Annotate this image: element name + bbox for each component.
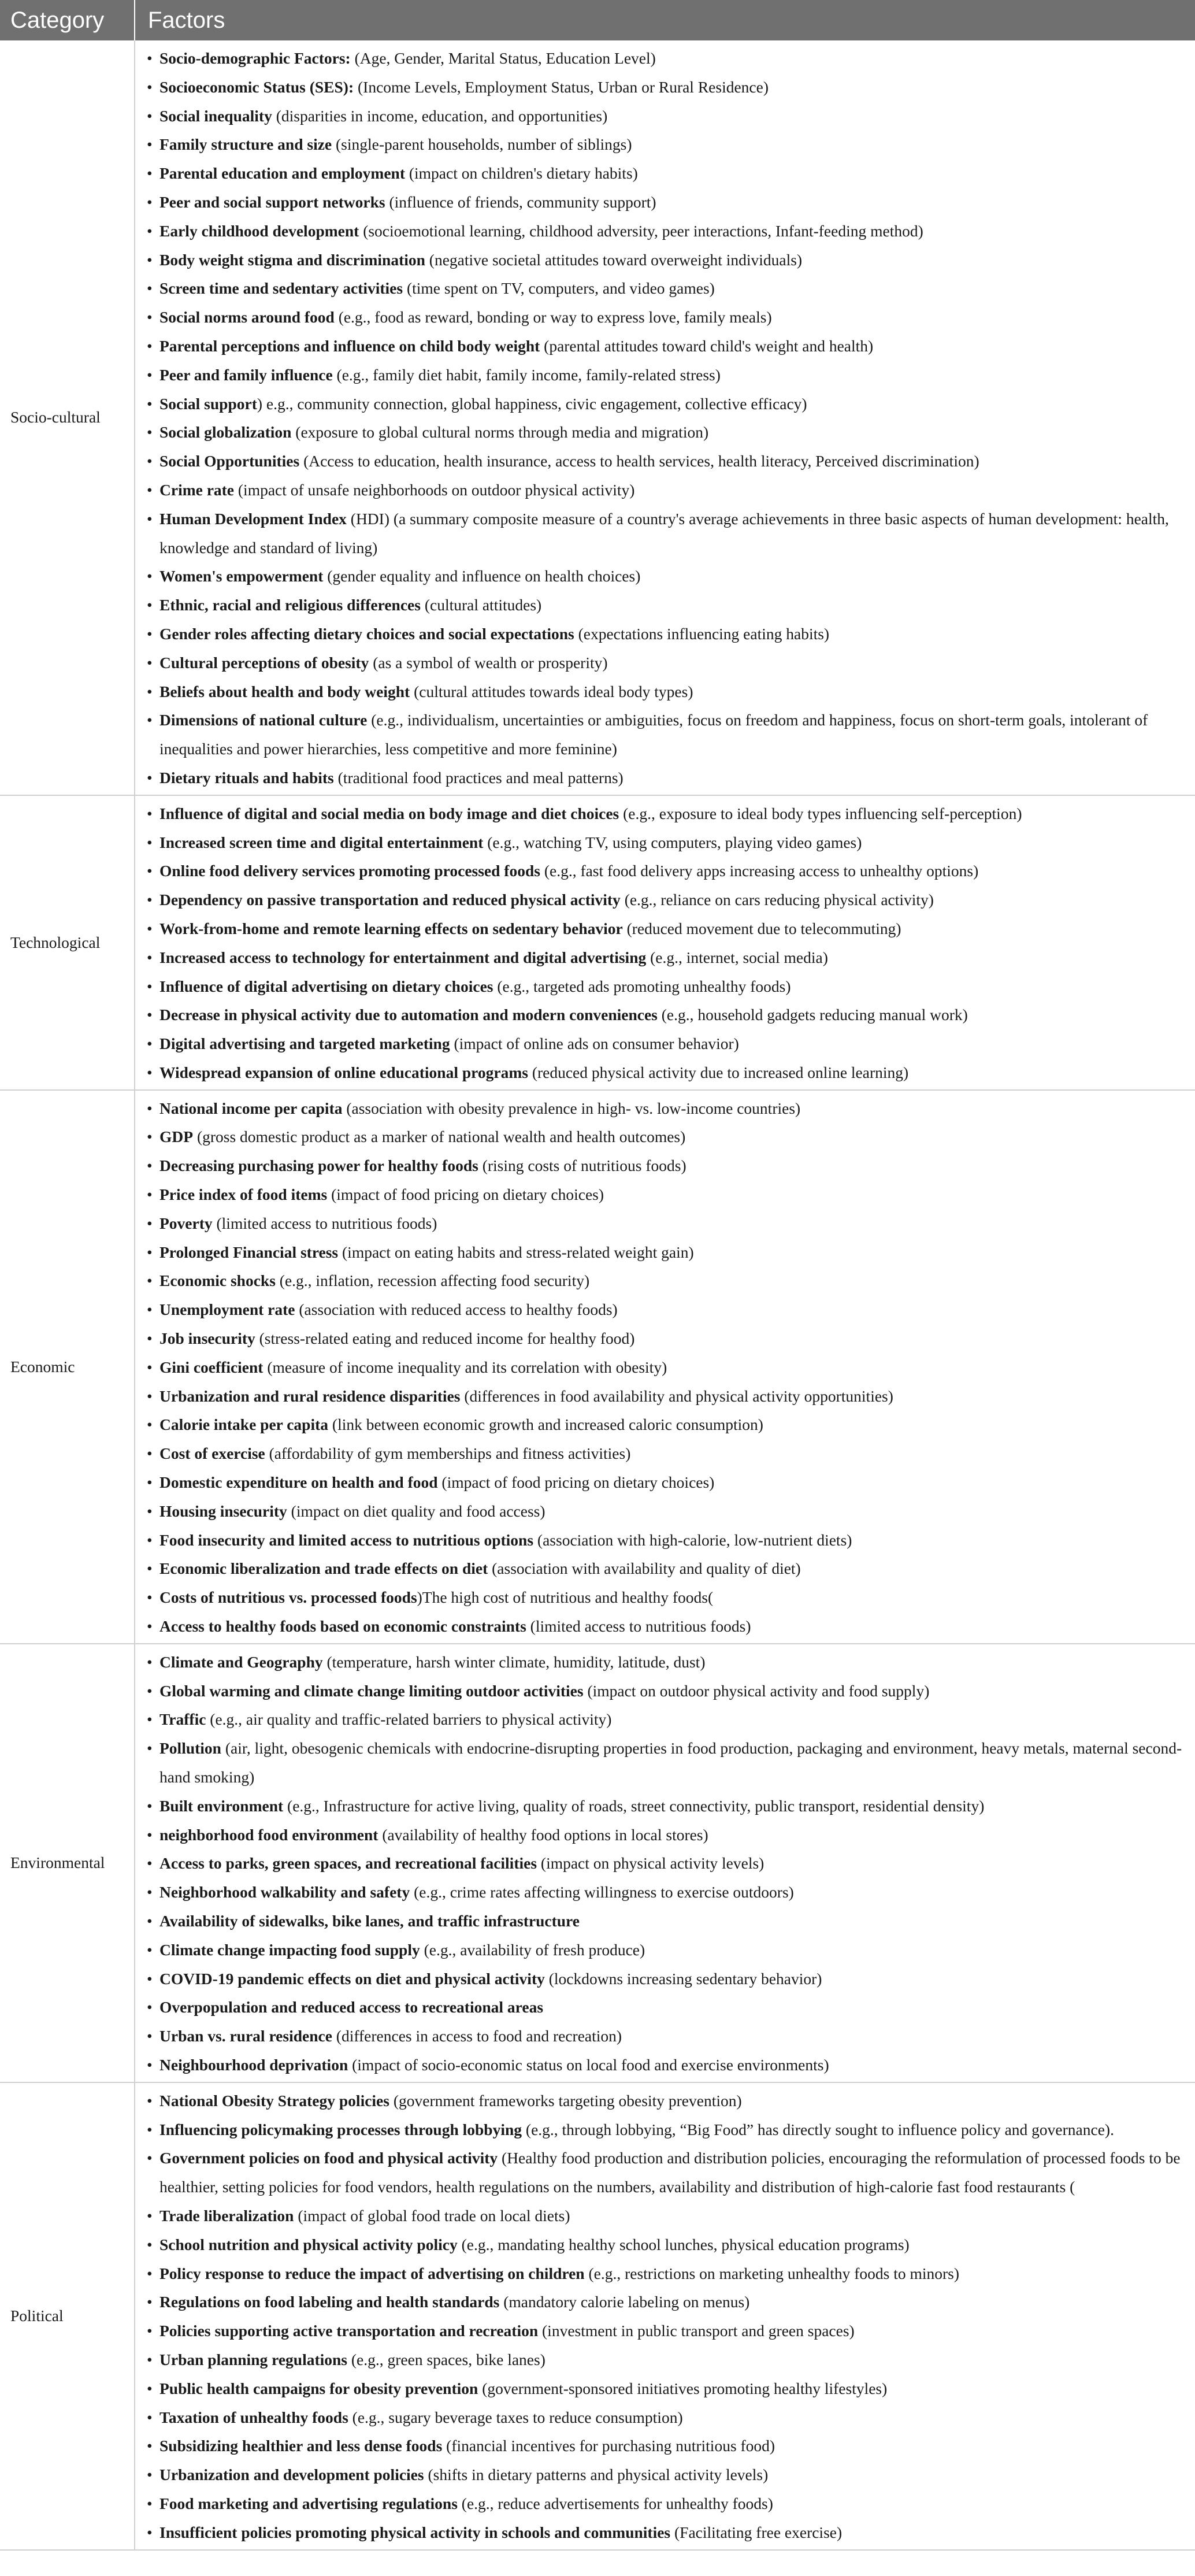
list-item [144,2403,1183,2432]
factor-title: Domestic expenditure on health and food [159,1473,438,1492]
list-item [144,620,1183,648]
factor-title: Increased screen time and digital entertainment [159,833,484,851]
factor-description: (availability of healthy food options in local stores) [378,1825,708,1844]
list-item [144,1965,1183,1993]
factor-description: (impact of socio-economic status on local food and exercise environments) [348,2055,829,2074]
list-item [144,1122,1183,1151]
factor-description: (e.g., watching TV, using computers, playing video games) [483,833,862,851]
factor-title: Poverty [159,1214,213,1232]
factor-title: Women's empowerment [159,567,324,585]
factor-title: National Obesity Strategy policies [159,2091,389,2110]
list-item [144,1936,1183,1965]
factor-list [144,44,1183,792]
list-item [144,1000,1183,1029]
category-name: Economic [0,1090,135,1644]
factor-description: (e.g., fast food delivery apps increasing access to unhealthy options) [540,862,979,880]
list-item [144,2460,1183,2489]
factor-description: (measure of income inequality and its correlation with obesity) [263,1358,667,1376]
factor-description: (e.g., reduce advertisements for unhealthy foods) [457,2494,773,2512]
factors-cell [135,795,1195,1090]
factor-title: Regulations on food labeling and health standards [159,2293,500,2311]
factor-description: (stress-related eating and reduced income for healthy food) [255,1329,635,1348]
list-item [144,1526,1183,1555]
factor-description: (e.g., inflation, recession affecting food security) [275,1272,590,1290]
factor-description: (Healthy food production and distribution policies, encouraging the reformulation of processed foods to be healthier, setting policies for food vendors, health regulations on the numbers, availability and distribution of high-calorie fast food restaurants ( [159,2149,1181,2196]
factor-title: Dietary rituals and habits [159,768,334,787]
factor-title: Cost of exercise [159,1444,265,1463]
factor-description: (impact of global food trade on local diets) [294,2206,570,2225]
factor-list [144,799,1183,1087]
factor-title: Policy response to reduce the impact of advertising on children [159,2264,585,2282]
list-item [144,390,1183,418]
factor-title: Peer and family influence [159,365,333,384]
list-item [144,799,1183,828]
list-item [144,828,1183,857]
list-item [144,2518,1183,2547]
factor-title: COVID-19 pandemic effects on diet and physical activity [159,1969,545,1988]
factor-description: (reduced movement due to telecommuting) [622,919,901,937]
factor-title: Access to healthy foods based on economic constraints [159,1617,526,1636]
list-item [144,2230,1183,2259]
list-item [144,1324,1183,1353]
list-item [144,418,1183,447]
category-row [0,1090,1195,1644]
factor-title: Urban planning regulations [159,2350,348,2369]
factor-title: Socio-demographic Factors: [159,49,351,67]
list-item [144,2288,1183,2316]
factor-title: Traffic [159,1710,206,1729]
factor-description: (cultural attitudes) [420,596,542,614]
factor-title: Unemployment rate [159,1300,295,1319]
list-item [144,2489,1183,2518]
factor-title: Cultural perceptions of obesity [159,653,369,672]
factor-title: Influencing policymaking processes through lobbying [159,2120,522,2138]
factor-description: (e.g., food as reward, bonding or way to express love, family meals) [334,308,772,327]
list-item [144,274,1183,303]
list-item [144,763,1183,792]
factor-list [144,2086,1183,2547]
factor-title: Urban vs. rural residence [159,2027,332,2045]
list-item [144,1468,1183,1497]
list-item [144,1648,1183,1677]
factor-list [144,1648,1183,2080]
factor-title: Public health campaigns for obesity prevention [159,2379,478,2397]
factor-description: (financial incentives for purchasing nutritious food) [442,2437,775,2455]
factor-description: (expectations influencing eating habits) [574,624,830,643]
factor-description: ) e.g., community connection, global happiness, civic engagement, collective efficacy) [257,394,807,413]
header-row [0,0,1195,40]
factor-title: Neighborhood walkability and safety [159,1883,410,1902]
factor-title: Body weight stigma and discrimination [159,250,425,269]
list-item [144,1353,1183,1382]
category-row [0,1644,1195,2082]
factor-title: Dimensions of national culture [159,711,368,729]
list-item [144,1180,1183,1209]
factor-title: Ethnic, racial and religious differences [159,596,421,614]
list-item [144,972,1183,1001]
factor-description: (differences in access to food and recreation) [332,2027,622,2045]
factor-title: School nutrition and physical activity policy [159,2235,458,2253]
factor-title: Neighbourhood deprivation [159,2055,348,2074]
factor-title: Taxation of unhealthy foods [159,2408,348,2426]
list-item [144,2022,1183,2051]
factor-description: (association with availability and quality of diet) [488,1559,801,1578]
category-row [0,40,1195,795]
list-item [144,1151,1183,1180]
list-item [144,361,1183,390]
factor-description: (temperature, harsh winter climate, humidity, latitude, dust) [322,1652,706,1671]
list-item [144,476,1183,505]
list-item [144,2115,1183,2144]
factor-description: (negative societal attitudes toward overweight individuals) [425,250,803,269]
factor-title: Climate and Geography [159,1652,323,1671]
factor-title: Price index of food items [159,1185,328,1204]
factor-title: Dependency on passive transportation and reduced physical activity [159,891,621,909]
list-item [144,505,1183,562]
list-item [144,1266,1183,1295]
factors-cell [135,2082,1195,2550]
factor-description: (e.g., through lobbying, “Big Food” has directly sought to influence policy and governance). [522,2120,1114,2138]
factor-description: (differences in food availability and physical activity opportunities) [460,1387,893,1405]
factor-description: (affordability of gym memberships and fitness activities) [265,1444,631,1463]
factor-title: Socioeconomic Status (SES): [159,77,354,96]
factor-title: Beliefs about health and body weight [159,682,410,700]
list-item [144,1410,1183,1439]
factor-title: Housing insecurity [159,1502,287,1520]
factor-title: Family structure and size [159,135,332,154]
factor-description: (shifts in dietary patterns and physical activity levels) [424,2466,769,2484]
factor-title: Peer and social support networks [159,192,385,211]
factor-description: (government-sponsored initiatives promoting healthy lifestyles) [478,2379,888,2397]
factor-description: (impact of unsafe neighborhoods on outdoor physical activity) [234,480,635,499]
factor-description: (limited access to nutritious foods) [526,1617,751,1636]
list-item [144,1497,1183,1526]
factor-description: (lockdowns increasing sedentary behavior) [544,1969,822,1988]
list-item [144,246,1183,275]
category-name: Technological [0,795,135,1090]
factor-title: Urbanization and rural residence disparities [159,1387,461,1405]
list-item [144,1094,1183,1123]
list-item [144,73,1183,102]
list-item [144,2144,1183,2201]
factor-description: )The high cost of nutritious and healthy foods( [417,1588,714,1607]
list-item [144,1705,1183,1734]
list-item [144,1993,1183,2022]
factor-title: Access to parks, green spaces, and recreational facilities [159,1854,537,1873]
factors-cell [135,1090,1195,1644]
list-item [144,1677,1183,1706]
list-item [144,914,1183,943]
list-item [144,2051,1183,2080]
factor-list [144,1094,1183,1641]
list-item [144,102,1183,131]
table-body [0,40,1195,2550]
factor-description: (e.g., green spaces, bike lanes) [347,2350,545,2369]
factor-description: (investment in public transport and green spaces) [538,2322,855,2340]
list-item [144,1058,1183,1087]
list-item [144,1029,1183,1058]
list-item [144,159,1183,188]
list-item [144,2432,1183,2460]
list-item [144,2201,1183,2230]
list-item [144,591,1183,620]
factor-title: Gender roles affecting dietary choices and social expectations [159,624,574,643]
factor-title: Human Development Index [159,509,347,528]
list-item [144,677,1183,706]
factor-title: Subsidizing healthier and less dense foods [159,2437,443,2455]
factor-description: (exposure to global cultural norms through media and migration) [291,423,709,442]
factor-title: Crime rate [159,480,235,499]
list-item [144,1734,1183,1792]
factor-description: (e.g., restrictions on marketing unhealthy foods to minors) [584,2264,960,2282]
factor-title: Food insecurity and limited access to nutritious options [159,1530,534,1549]
factor-title: Early childhood development [159,221,359,240]
factor-title: Social Opportunities [159,452,300,470]
factor-title: Influence of digital advertising on dietary choices [159,977,493,995]
factor-description: (mandatory calorie labeling on menus) [499,2293,750,2311]
factor-description: (impact on children's dietary habits) [404,164,638,183]
factor-description: (e.g., targeted ads promoting unhealthy foods) [493,977,791,995]
factor-title: Overpopulation and reduced access to recreational areas [159,1998,544,2017]
list-item [144,1612,1183,1641]
list-item [144,943,1183,972]
list-item [144,332,1183,361]
factor-title: Insufficient policies promoting physical activity in schools and communities [159,2523,671,2541]
list-item [144,130,1183,159]
factor-description: (gross domestic product as a marker of national wealth and health outcomes) [193,1128,686,1146]
factor-description: (limited access to nutritious foods) [212,1214,437,1232]
category-name: Political [0,2082,135,2550]
category-name: Environmental [0,1644,135,2082]
factor-description: (traditional food practices and meal patterns) [333,768,624,787]
factor-description: (time spent on TV, computers, and video games) [403,279,715,298]
factors-cell [135,40,1195,795]
factor-title: Influence of digital and social media on body image and diet choices [159,804,619,822]
factor-title: Economic liberalization and trade effects on diet [159,1559,488,1578]
factor-description: (Income Levels, Employment Status, Urban or Rural Residence) [354,77,769,96]
factor-description: (e.g., mandating healthy school lunches, physical education programs) [457,2235,910,2253]
factor-title: Pollution [159,1739,221,1758]
factor-title: Decreasing purchasing power for healthy foods [159,1157,478,1175]
factor-description: (impact on diet quality and food access) [287,1502,545,1520]
list-item [144,2086,1183,2115]
factor-title: Calorie intake per capita [159,1415,329,1434]
factor-title: Food marketing and advertising regulations [159,2494,458,2512]
factor-description: (reduced physical activity due to increased online learning) [528,1063,909,1081]
factor-title: Government policies on food and physical activity [159,2149,498,2167]
factor-description: (air, light, obesogenic chemicals with endocrine-disrupting properties in food production, packaging and environment, heavy metals, maternal second-hand smoking) [159,1739,1182,1786]
list-item [144,2374,1183,2403]
list-item [144,447,1183,476]
factor-description: (Access to education, health insurance, access to health services, health literacy, Perceived discrimination) [299,452,979,470]
factor-description: (e.g., reliance on cars reducing physical activity) [620,891,934,909]
factor-title: Economic shocks [159,1272,276,1290]
factor-title: neighborhood food environment [159,1825,378,1844]
factor-description: (e.g., sugary beverage taxes to reduce consumption) [348,2408,683,2426]
factor-description: (impact on physical activity levels) [537,1854,764,1873]
header-category: Category [0,0,135,40]
factor-title: National income per capita [159,1099,343,1117]
factor-description: (parental attitudes toward child's weight and health) [540,336,874,355]
list-item [144,303,1183,332]
category-name: Socio-cultural [0,40,135,795]
factor-title: Decrease in physical activity due to automation and modern conveniences [159,1006,658,1024]
factor-title: Parental perceptions and influence on child body weight [159,336,540,355]
factor-description: (impact on eating habits and stress-related weight gain) [338,1243,694,1261]
factor-description: (e.g., Infrastructure for active living, quality of roads, street connectivity, public transport, residential density) [283,1796,985,1815]
factor-description: (e.g., crime rates affecting willingness to exercise outdoors) [410,1883,794,1902]
factor-title: Prolonged Financial stress [159,1243,339,1261]
list-item [144,44,1183,73]
factor-title: Increased access to technology for entertainment and digital advertising [159,948,647,966]
factor-description: (e.g., family diet habit, family income, family-related stress) [332,365,721,384]
factor-description: (gender equality and influence on health choices) [323,567,641,585]
list-item [144,188,1183,217]
factor-description: (association with high-calorie, low-nutrient diets) [533,1530,852,1549]
list-item [144,1209,1183,1238]
factor-description: (Facilitating free exercise) [670,2523,843,2541]
factor-title: Widespread expansion of online educational programs [159,1063,528,1081]
list-item [144,1821,1183,1849]
factor-description: (government frameworks targeting obesity prevention) [389,2091,742,2110]
list-item [144,1907,1183,1936]
factor-title: Digital advertising and targeted marketing [159,1035,450,1053]
factor-title: GDP [159,1128,194,1146]
header-factors: Factors [135,0,1195,40]
list-item [144,1792,1183,1821]
factor-description: (association with obesity prevalence in high- vs. low-income countries) [342,1099,801,1117]
factor-description: (impact of food pricing on dietary choices) [327,1185,604,1204]
list-item [144,2316,1183,2345]
factor-title: Job insecurity [159,1329,255,1348]
factor-title: Urbanization and development policies [159,2466,424,2484]
factor-description: (as a symbol of wealth or prosperity) [369,653,608,672]
factor-title: Global warming and climate change limiting outdoor activities [159,1681,584,1700]
factor-title: Availability of sidewalks, bike lanes, and traffic infrastructure [159,1912,580,1930]
list-item [144,562,1183,591]
factors-cell [135,1644,1195,2082]
factor-description: (e.g., air quality and traffic-related barriers to physical activity) [206,1710,612,1729]
category-row [0,795,1195,1090]
list-item [144,1554,1183,1583]
factor-description: (e.g., exposure to ideal body types influencing self-perception) [619,804,1022,822]
factor-description: (impact of online ads on consumer behavior) [450,1035,739,1053]
factor-description: (single-parent households, number of siblings) [332,135,632,154]
list-item [144,1439,1183,1468]
factor-description: (e.g., availability of fresh produce) [420,1940,645,1959]
factor-description: (cultural attitudes towards ideal body types) [410,682,693,700]
factor-description: (impact of food pricing on dietary choices) [437,1473,715,1492]
factor-title: Social norms around food [159,308,335,327]
list-item [144,1849,1183,1878]
list-item [144,1382,1183,1411]
factor-description: (influence of friends, community support) [385,192,656,211]
list-item [144,1878,1183,1907]
list-item [144,1295,1183,1324]
list-item [144,648,1183,677]
list-item [144,706,1183,763]
factor-description: (Age, Gender, Marital Status, Education Level) [350,49,656,67]
factor-title: Climate change impacting food supply [159,1940,420,1959]
factor-title: Work-from-home and remote learning effects on sedentary behavior [159,919,623,937]
list-item [144,2259,1183,2288]
factor-description: (disparities in income, education, and opportunities) [272,106,608,125]
factor-description: (rising costs of nutritious foods) [478,1157,686,1175]
factor-title: Policies supporting active transportation and recreation [159,2322,539,2340]
factor-description: (HDI) (a summary composite measure of a country's average achievements in three basic aspects of human development: health, knowledge and standard of living) [159,509,1169,557]
list-item [144,2345,1183,2374]
factor-title: Built environment [159,1796,284,1815]
list-item [144,1583,1183,1612]
factor-description: (e.g., internet, social media) [646,948,828,966]
factor-title: Gini coefficient [159,1358,264,1376]
factor-title: Trade liberalization [159,2206,294,2225]
category-row [0,2082,1195,2550]
factor-title: Online food delivery services promoting processed foods [159,862,540,880]
factor-description: (impact on outdoor physical activity and food supply) [583,1681,930,1700]
factor-description: (link between economic growth and increased caloric consumption) [328,1415,763,1434]
list-item [144,857,1183,885]
factor-title: Social inequality [159,106,272,125]
list-item [144,1238,1183,1267]
factor-title: Parental education and employment [159,164,405,183]
factor-description: (association with reduced access to healthy foods) [295,1300,618,1319]
factor-title: Costs of nutritious vs. processed foods [159,1588,417,1607]
factor-description: (e.g., household gadgets reducing manual work) [657,1006,968,1024]
list-item [144,885,1183,914]
factor-title: Social globalization [159,423,292,442]
factor-description: (socioemotional learning, childhood adversity, peer interactions, Infant-feeding method) [359,221,923,240]
factor-title: Screen time and sedentary activities [159,279,403,298]
factor-title: Social support [159,394,257,413]
factor-description: (e.g., individualism, uncertainties or ambiguities, focus on freedom and happiness, focus on short-term goals, intolerant of inequalities and power hierarchies, less competitive and more feminine) [159,711,1148,758]
list-item [144,217,1183,246]
